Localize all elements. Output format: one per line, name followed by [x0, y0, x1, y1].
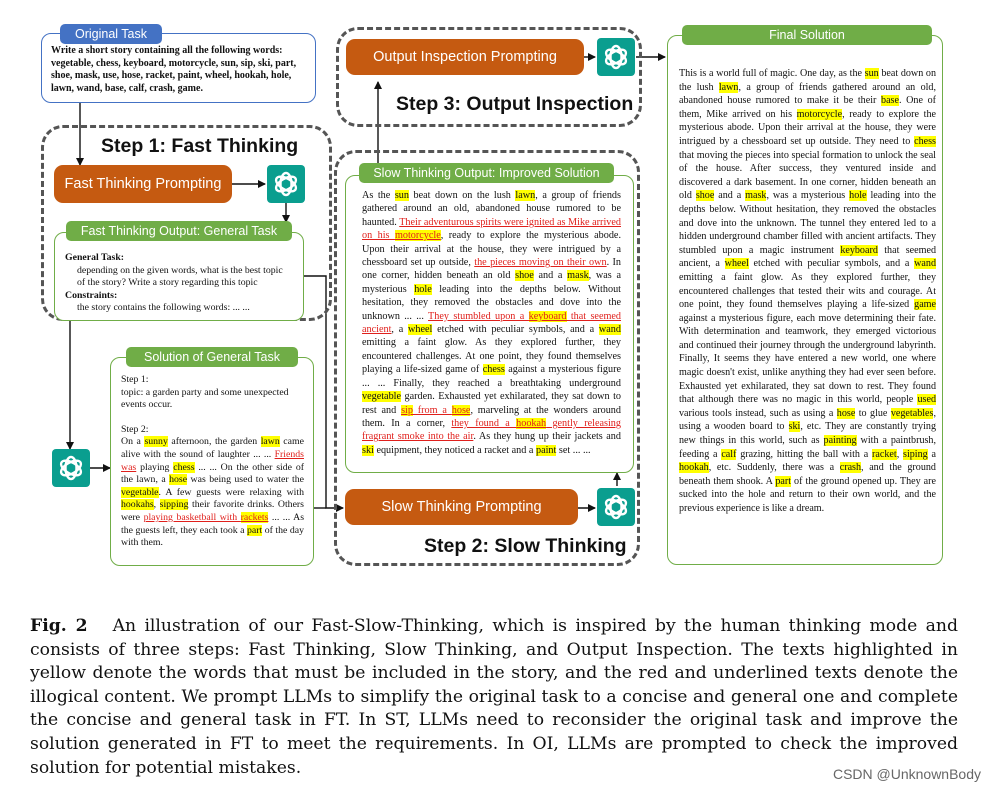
caption-text: An illustration of our Fast-Slow-Thinking, which is inspired by the human thinking mode and consists of three steps: Fast Thinking, Slow Thinking, and Output Inspection. The texts highlighted in yellow denote the words that must be included in the story, and the red and underlined texts denote the illogical content. We prompt LLMs to simplify the original task to a concise and general one and complete the concise and general task in FT. In ST, LLMs need to reconsider the original task and improve the solution generated in FT to meet the requirements. In OI, LLMs are prompted to check the improved solution for potential mistakes. — [30, 616, 958, 778]
required-word: mask — [745, 190, 767, 202]
required-word: chess — [914, 135, 936, 147]
story-text: , — [896, 448, 904, 460]
required-word: wheel — [724, 258, 749, 270]
required-word: hookah — [516, 417, 547, 429]
story-text: , was a mysterious — [766, 190, 850, 202]
general-task-text: depending on the given words, what is the best topic of the story? Write a story regarding this topic — [77, 264, 283, 289]
general-solution-step1-heading: Step 1: — [121, 374, 149, 385]
required-word: lawn — [515, 190, 536, 201]
required-word: motorcycle — [394, 230, 441, 242]
story-text: , — [153, 499, 160, 511]
illogical-text: that seemed ancient — [362, 310, 622, 336]
story-text: various tools instead, such as using a — [679, 407, 837, 419]
story-text: On a — [121, 436, 145, 448]
story-text: . One of them, Mike arrived on his — [679, 95, 937, 120]
story-text: that moving the pieces into special formation to unlock the seal of the house. After success, they ventured inside and discovered a dark basement. In one corner, hidden beneath an old — [679, 149, 936, 202]
story-text: ... ... On the other side of the lawn, a — [121, 461, 304, 486]
story-text: afternoon, the garden — [167, 436, 261, 448]
story-text: a — [927, 448, 936, 460]
illogical-text: the pieces moving on their own — [474, 257, 607, 269]
fast-thinking-output-label: Fast Thinking Output: General Task — [66, 221, 292, 241]
required-word: ski — [788, 421, 801, 433]
story-text: playing — [136, 461, 174, 473]
required-word: wand — [914, 258, 936, 270]
slow-thinking-output-label: Slow Thinking Output: Improved Solution — [359, 163, 614, 183]
constraints-text: the story contains the following words: ... ... — [77, 302, 250, 314]
required-word: chess — [482, 364, 505, 376]
general-solution-box — [110, 357, 314, 566]
required-word: sip — [401, 404, 413, 416]
required-word: siping — [903, 448, 928, 460]
story-text: against a mysterious figure ... ... Finally, they reached a breathtaking underground — [362, 364, 621, 389]
fast-thinking-output-box — [54, 232, 304, 321]
required-word: sun — [864, 68, 879, 79]
required-word: lawn — [718, 81, 739, 93]
output-inspection-prompting-button[interactable]: Output Inspection Prompting — [346, 39, 584, 75]
required-word: game — [914, 299, 936, 311]
story-text: grazing, hitting the ball with a — [736, 448, 873, 460]
story-text: emitting a faint glow. As they explored further, they encountered challenges. At one point, they found themselves playing a life-sized game of — [362, 337, 621, 376]
slow-thinking-prompting-button[interactable]: Slow Thinking Prompting — [345, 489, 578, 525]
story-text: , ready to explore the mysterious abode. Upon their arrival at the house, they were intrigued by a chessboard set up outside, — [362, 230, 622, 269]
openai-logo-icon — [597, 488, 635, 526]
story-text: was being used to water the — [187, 474, 304, 486]
openai-logo-icon — [52, 449, 90, 487]
story-text: and a — [533, 270, 568, 282]
required-word: hose — [836, 407, 856, 419]
story-text: , etc. Suddenly, there was a — [708, 462, 840, 474]
story-text: This is a world full of magic. One day, as the — [679, 68, 865, 79]
story-text: , using a wooden board to — [679, 407, 936, 433]
story-text: . A few guests were relaxing with — [158, 486, 304, 498]
slow-thinking-story — [362, 189, 621, 457]
story-text: As the — [362, 190, 395, 201]
story-text: and a — [714, 190, 746, 202]
required-word: hole — [849, 190, 867, 202]
constraints-heading: Constraints: — [65, 289, 118, 301]
required-word: vegetables — [890, 407, 934, 419]
story-text: leading into the depths below. Without hesitation, they removed the obstacles and dove into the unknown. The tunnel they entered led to a hidden underground chamber filled with ancient artifacts. They stumbled upon a magic instrument — [679, 190, 937, 256]
final-solution-story — [679, 67, 936, 516]
required-word: racket — [872, 448, 897, 460]
required-word: motorcycle — [796, 108, 843, 120]
story-text: , and the ground beneath them shook. A — [679, 462, 936, 487]
required-word: sun — [394, 190, 409, 201]
required-word: hole — [414, 283, 432, 295]
general-solution-step1-text: topic: a garden party and some unexpected events occur. — [121, 386, 289, 411]
required-word: mask — [567, 270, 589, 282]
illogical-text: Their adventurous spirits were ignited as Mike arrived on his — [362, 216, 621, 242]
story-text: their favorite drinks. Others were — [121, 499, 304, 523]
required-word: hose — [451, 404, 471, 416]
story-text: , etc. They are constantly trying new things in this world, such as — [679, 421, 936, 447]
required-word: wand — [598, 324, 621, 336]
story-text: ... ... As the guests left, they each took a — [121, 511, 305, 536]
required-word: vegetable — [362, 391, 402, 403]
general-task-heading: General Task: — [65, 252, 125, 263]
required-word: part — [775, 475, 792, 487]
required-word: keyboard — [840, 244, 878, 256]
required-word: sipping — [159, 499, 189, 511]
story-text: came alive with the sound of laughter ... ... — [121, 436, 304, 460]
final-solution-box — [667, 35, 943, 565]
illogical-text: Friends was — [121, 448, 304, 473]
story-text: of the day with them. — [121, 524, 305, 549]
openai-logo-icon — [597, 38, 635, 76]
story-text: . As they hung up their jackets and — [473, 431, 621, 443]
story-text: that seemed ancient, a — [679, 244, 936, 270]
original-task-text: Write a short story containing all the following words: vegetable, chess, keyboard, motorcycle, sun, sip, ski, part, shoe, mask, use, hose, racket, paint, wheel, hookah, hole, lawn, wand, base, calf, crash, game. — [51, 45, 297, 94]
story-text: etched with peculiar symbols, and a — [748, 258, 915, 270]
story-text: , was a mysterious — [362, 270, 621, 295]
required-word: base — [881, 95, 899, 107]
story-text: beat down on the lush — [409, 190, 516, 201]
general-solution-story — [121, 436, 304, 549]
story-text: , ready to explore the mysterious abode. Upon their arrival at the house, they were intrigued by a chessboard set up outside. They need to — [679, 108, 936, 147]
openai-logo-icon — [267, 165, 305, 203]
required-word: rackets — [240, 511, 269, 523]
story-text: equipment, they noticed a racket and a — [373, 444, 536, 456]
general-solution-label: Solution of General Task — [126, 347, 298, 367]
slow-thinking-output-box — [345, 175, 634, 473]
story-text: , a — [391, 324, 409, 336]
required-word: wheel — [408, 324, 433, 336]
required-word: sunny — [144, 436, 168, 448]
illogical-text: gently releasing fragrant smoke into the air — [362, 417, 621, 443]
story-text: etched with peculiar symbols, and a — [432, 324, 599, 336]
illogical-text: from a — [412, 404, 452, 416]
story-text: leading into the depths below. Without hesitation, they removed the obstacles and dove into the unknown ... ... — [362, 283, 621, 322]
story-text: . In one corner, hidden beneath an old — [362, 257, 621, 282]
illogical-text: they found a — [451, 417, 517, 429]
required-word: shoe — [695, 190, 715, 202]
general-solution-step2-heading: Step 2: — [121, 423, 149, 435]
figure-caption — [30, 615, 958, 780]
story-text: of the ground opened up. They are sucked into the hole and return to their own world, and the previous experience is like a dream. — [679, 475, 936, 514]
required-word: crash — [839, 462, 862, 474]
required-word: keyboard — [528, 310, 567, 322]
required-word: shoe — [515, 270, 534, 282]
required-word: painting — [823, 435, 857, 447]
required-word: hookahs — [121, 499, 154, 511]
story-text: set ... ... — [556, 444, 591, 456]
step2-title: Step 2: Slow Thinking — [424, 535, 627, 557]
story-text: to glue — [855, 407, 891, 419]
required-word: chess — [173, 461, 195, 473]
required-word: part — [247, 524, 263, 536]
required-word: ski — [362, 444, 374, 456]
required-word: hose — [169, 474, 188, 486]
required-word: used — [917, 394, 936, 406]
step1-title: Step 1: Fast Thinking — [101, 135, 299, 157]
required-word: calf — [721, 448, 737, 460]
fast-thinking-prompting-button[interactable]: Fast Thinking Prompting — [54, 165, 232, 203]
final-solution-label: Final Solution — [682, 25, 932, 45]
story-text: , marveling at the wonders around them. In a corner, — [362, 404, 621, 429]
figure-number: Fig. 2 — [30, 616, 88, 636]
story-text: , a group of friends gathered around an old, abandoned house rumored to make it be their — [679, 81, 936, 107]
illogical-text: They stumbled upon a — [428, 310, 529, 322]
required-word: paint — [535, 444, 557, 456]
step3-title: Step 3: Output Inspection — [396, 93, 634, 115]
watermark: CSDN @UnknownBody — [832, 766, 981, 782]
required-word: vegetable — [121, 486, 159, 498]
illogical-text: playing basketball with — [143, 511, 241, 523]
story-text: emitting a faint glow. As they explored further, they encountered challenges that tested their wits and courage. At one point, they found themselves playing a life-sized — [679, 271, 936, 311]
required-word: lawn — [260, 436, 280, 448]
required-word: hookah — [679, 462, 709, 474]
story-text: with a paintbrush, feeding a — [679, 435, 936, 460]
story-text: beat down on the lush — [679, 68, 937, 93]
story-text: , a group of friends gathered around an old, abandoned house rumored to be haunted. — [362, 190, 621, 228]
original-task-label: Original Task — [60, 24, 162, 44]
story-text: against a mysterious figure, each move determining their fate. With determination and teamwork, they emerged victorious and continued their journey through the underground labyrinth. Finally, It seems they have entered a new world, one where magic doesn't exist, unlike anything they had ever seen before. Exhausted yet exhilarated, they sat down to rest. They found that although there was no magic in this world, people — [679, 312, 936, 406]
story-text: garden. Exhausted yet exhilarated, they sat down to rest and — [362, 391, 621, 416]
